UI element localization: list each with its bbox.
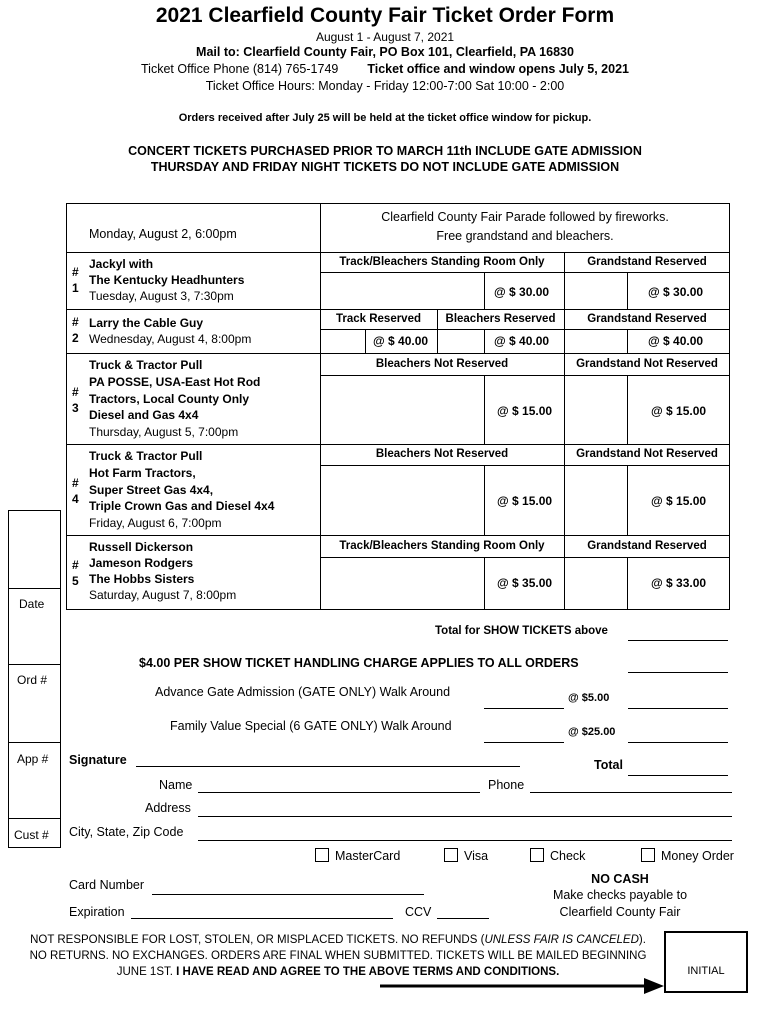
family-special-label: Family Value Special (6 GATE ONLY) Walk Around [170,719,452,733]
show1-number: # 1 [72,265,79,295]
mastercard-checkbox[interactable] [315,848,329,862]
check-label: Check [550,849,586,863]
show4-number: # 4 [72,476,79,506]
total-label: Total [594,758,623,772]
initial-label: INITIAL [687,965,725,977]
name-field[interactable] [198,792,480,793]
show4-title-2: Hot Farm Tractors, [89,465,196,480]
ticket-office-phone: Ticket Office Phone (814) 765-1749 [141,62,339,76]
show2-title-1: Larry the Cable Guy [89,316,204,330]
parade-desc-2: Free grandstand and bleachers. [436,229,614,243]
money-order-checkbox[interactable] [641,848,655,862]
show1-info [89,256,244,304]
show2-col-c: Grandstand Reserved [587,313,707,325]
expiration-label: Expiration [69,905,125,919]
show5-info [89,539,236,603]
show3-col-b: Grandstand Not Reserved [576,358,718,370]
signature-label: Signature [69,753,127,767]
side-ord-label: Ord # [17,673,48,687]
show3-title-3: Tractors, Local County Only [89,391,250,406]
show4-col-a: Bleachers Not Reserved [375,448,509,460]
money-order-option[interactable] [641,848,734,863]
show1-col-b: Grandstand Reserved [587,256,707,268]
show5-title-3: The Hobbs Sisters [89,572,195,586]
show3-number: # 3 [72,385,79,415]
page-title: 2021 Clearfield County Fair Ticket Order Form [155,4,615,27]
terms-part-1: NOT RESPONSIBLE FOR LOST, STOLEN, OR MISPLACED TICKETS. NO REFUNDS ( [30,934,485,946]
gate-qty-field[interactable] [484,708,564,709]
show1-title-2: The Kentucky Headhunters [89,273,245,287]
show4-title-1: Truck & Tractor Pull [89,449,203,463]
show3-title-1: Truck & Tractor Pull [89,358,203,372]
show3-price-b: @ $ 15.00 [651,404,707,418]
show2-col-a: Track Reserved [335,313,422,325]
show4-price-b: @ $ 15.00 [651,494,707,508]
show2-date: Wednesday, August 4, 8:00pm [89,332,252,346]
office-hours: Ticket Office Hours: Monday - Friday 12:00-7:00 Sat 10:00 - 2:00 [205,79,565,93]
show5-title-1: Russell Dickerson [89,540,194,554]
parade-desc-1: Clearfield County Fair Parade followed by fireworks. [381,210,669,224]
show1-col-a: Track/Bleachers Standing Room Only [339,256,545,268]
handling-field[interactable] [628,672,728,673]
check-checkbox[interactable] [530,848,544,862]
phone-line [0,62,770,76]
show2-info [89,315,251,347]
show3-title-2: PA POSSE, USA-East Hot Rod [89,374,261,389]
show1-date: Tuesday, August 3, 7:30pm [89,289,234,303]
gate-admission-label: Advance Gate Admission (GATE ONLY) Walk Around [155,685,451,699]
terms-agree: I HAVE READ AND AGREE TO THE ABOVE TERMS AND CONDITIONS. [176,966,560,978]
orders-note: Orders received after July 25 will be held at the ticket office window for pickup. [178,112,592,124]
show3-date: Thursday, August 5, 7:00pm [89,425,239,440]
show5-col-b: Grandstand Reserved [587,540,707,552]
payable-line-1: Make checks payable to [552,888,688,902]
show-total-label: Total for SHOW TICKETS above [435,625,608,637]
show5-price-b: @ $ 33.00 [651,576,707,590]
phone-label: Phone [488,778,525,792]
city-field[interactable] [198,840,732,841]
show4-info [89,448,274,532]
show5-date: Saturday, August 7, 8:00pm [89,588,237,602]
show2-price-b: @ $ 40.00 [494,334,550,348]
show1-price-a: @ $ 30.00 [494,285,550,299]
expiration-field[interactable] [131,918,393,919]
signature-field[interactable] [136,766,520,767]
city-label: City, State, Zip Code [69,825,184,839]
visa-checkbox[interactable] [444,848,458,862]
family-total-field[interactable] [628,742,728,743]
mail-to: Mail to: Clearfield County Fair, PO Box 101, Clearfield, PA 16830 [196,45,574,59]
address-field[interactable] [198,816,732,817]
show4-col-b: Grandstand Not Reserved [576,448,718,460]
grand-total-field[interactable] [628,775,728,776]
terms-text [28,932,648,980]
visa-option[interactable] [444,848,488,863]
fair-dates: August 1 - August 7, 2021 [315,30,455,44]
show4-price-a: @ $ 15.00 [497,494,553,508]
show5-title-2: Jameson Rodgers [89,556,194,570]
card-number-field[interactable] [152,894,424,895]
show2-price-a: @ $ 40.00 [373,334,429,348]
side-date-label: Date [19,597,45,611]
mastercard-option[interactable] [315,848,400,863]
side-app-label: App # [17,752,49,766]
mastercard-label: MasterCard [335,849,401,863]
card-number-label: Card Number [69,878,145,892]
check-option[interactable] [530,848,585,863]
ccv-field[interactable] [437,918,489,919]
show3-info [89,357,260,441]
concert-note-2: THURSDAY AND FRIDAY NIGHT TICKETS DO NOT INCLUDE GATE ADMISSION [150,160,620,174]
terms-italic: UNLESS FAIR IS CANCELED [484,934,639,946]
ccv-label: CCV [405,905,432,919]
show4-title-4: Triple Crown Gas and Diesel 4x4 [89,499,275,514]
show1-title-1: Jackyl with [89,257,154,271]
show1-price-b: @ $ 30.00 [648,285,704,299]
address-label: Address [145,801,191,815]
show4-title-3: Super Street Gas 4x4, [89,482,214,497]
handling-charge: $4.00 PER SHOW TICKET HANDLING CHARGE APPLIES TO ALL ORDERS [139,656,579,670]
terms-part-2: ). NO RETURNS. NO EXCHANGES. ORDERS ARE FINAL WHEN SUBMITTED. TICKETS WILL BE MAILED BEGINNING JUNE 1ST. [29,934,647,978]
name-label: Name [159,778,193,792]
concert-note-1: CONCERT TICKETS PURCHASED PRIOR TO MARCH 11th INCLUDE GATE ADMISSION [128,144,642,158]
phone-field[interactable] [530,792,732,793]
show4-date: Friday, August 6, 7:00pm [89,516,222,531]
show5-number: # 5 [72,558,79,588]
gate-total-field[interactable] [628,708,728,709]
show2-col-b: Bleachers Reserved [445,313,556,325]
show3-title-4: Diesel and Gas 4x4 [89,408,199,423]
initial-box[interactable] [664,931,748,993]
show5-col-a: Track/Bleachers Standing Room Only [339,540,545,552]
parade-date: Monday, August 2, 6:00pm [89,227,237,241]
family-price: @ $25.00 [568,726,616,738]
gate-price: @ $5.00 [568,692,610,704]
side-cust-label: Cust # [14,828,49,842]
show3-price-a: @ $ 15.00 [497,404,553,418]
payable-line-2: Clearfield County Fair [559,905,681,919]
visa-label: Visa [464,849,489,863]
no-cash: NO CASH [591,872,649,886]
money-order-label: Money Order [661,849,734,863]
window-opens: Ticket office and window opens July 5, 2021 [367,62,629,76]
family-qty-field[interactable] [484,742,564,743]
show3-col-a: Bleachers Not Reserved [375,358,509,370]
show5-price-a: @ $ 35.00 [497,576,553,590]
arrow-right-icon [380,976,666,996]
show-total-field[interactable] [628,640,728,641]
show2-price-c: @ $ 40.00 [648,334,704,348]
show2-number: # 2 [72,315,79,345]
